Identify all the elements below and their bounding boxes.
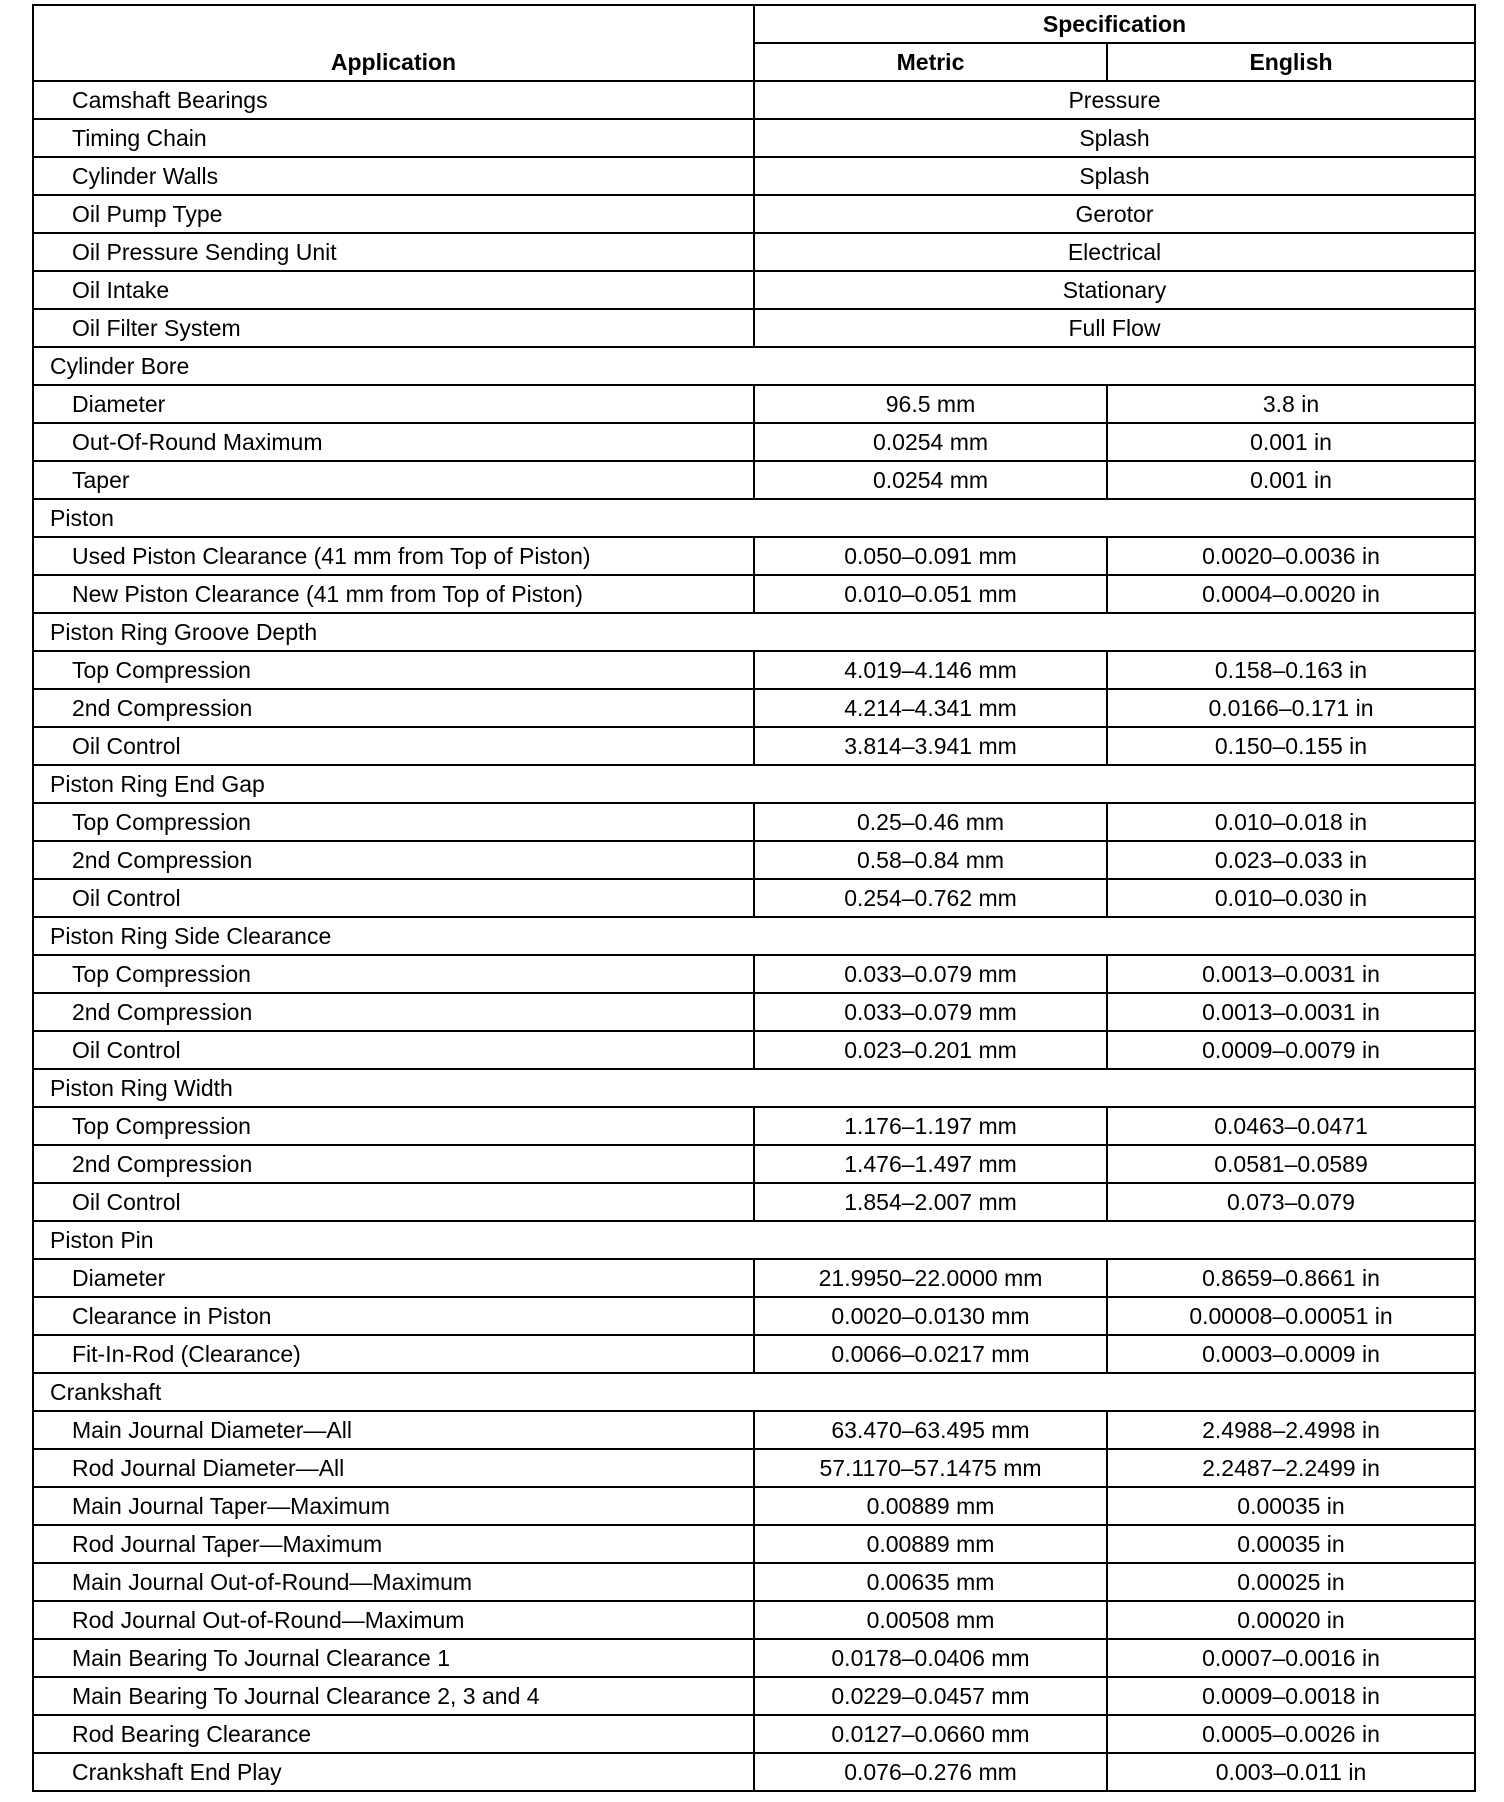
metric-cell: 1.176–1.197 mm — [754, 1107, 1107, 1145]
engine-specification-table — [32, 4, 1476, 1792]
application-cell: Oil Pressure Sending Unit — [33, 233, 754, 271]
section-heading: Piston Ring Width — [33, 1069, 1475, 1107]
metric-cell: 4.214–4.341 mm — [754, 689, 1107, 727]
metric-cell: 0.076–0.276 mm — [754, 1753, 1107, 1791]
table-row — [33, 879, 1475, 917]
application-cell: Rod Bearing Clearance — [33, 1715, 754, 1753]
application-cell: Rod Journal Out-of-Round—Maximum — [33, 1601, 754, 1639]
metric-cell: 0.00508 mm — [754, 1601, 1107, 1639]
application-cell: 2nd Compression — [33, 993, 754, 1031]
section-heading: Crankshaft — [33, 1373, 1475, 1411]
specification-cell: Splash — [754, 157, 1475, 195]
metric-cell: 0.00889 mm — [754, 1525, 1107, 1563]
section-row — [33, 499, 1475, 537]
table-body — [33, 81, 1475, 1791]
table-row — [33, 1487, 1475, 1525]
table-row — [33, 1639, 1475, 1677]
metric-cell: 0.58–0.84 mm — [754, 841, 1107, 879]
metric-cell: 96.5 mm — [754, 385, 1107, 423]
metric-cell: 0.00635 mm — [754, 1563, 1107, 1601]
table-row — [33, 955, 1475, 993]
metric-cell: 63.470–63.495 mm — [754, 1411, 1107, 1449]
metric-cell: 0.25–0.46 mm — [754, 803, 1107, 841]
specification-cell: Pressure — [754, 81, 1475, 119]
metric-cell: 0.050–0.091 mm — [754, 537, 1107, 575]
metric-cell: 3.814–3.941 mm — [754, 727, 1107, 765]
table-row — [33, 119, 1475, 157]
english-cell: 0.150–0.155 in — [1107, 727, 1475, 765]
table-row — [33, 1335, 1475, 1373]
table-row — [33, 651, 1475, 689]
column-header-metric: Metric — [754, 43, 1107, 81]
table-row — [33, 233, 1475, 271]
metric-cell: 57.1170–57.1475 mm — [754, 1449, 1107, 1487]
application-cell: Diameter — [33, 1259, 754, 1297]
metric-cell: 0.254–0.762 mm — [754, 879, 1107, 917]
english-cell: 0.00020 in — [1107, 1601, 1475, 1639]
table-header — [33, 5, 1475, 81]
english-cell: 0.158–0.163 in — [1107, 651, 1475, 689]
specification-cell: Full Flow — [754, 309, 1475, 347]
application-cell: Rod Journal Diameter—All — [33, 1449, 754, 1487]
table-row — [33, 157, 1475, 195]
english-cell: 0.00035 in — [1107, 1525, 1475, 1563]
application-cell: Top Compression — [33, 1107, 754, 1145]
metric-cell: 0.00889 mm — [754, 1487, 1107, 1525]
english-cell: 0.8659–0.8661 in — [1107, 1259, 1475, 1297]
section-heading: Piston Pin — [33, 1221, 1475, 1259]
english-cell: 0.0003–0.0009 in — [1107, 1335, 1475, 1373]
section-heading: Piston Ring Side Clearance — [33, 917, 1475, 955]
table-row — [33, 537, 1475, 575]
table-row — [33, 1715, 1475, 1753]
table-row — [33, 81, 1475, 119]
application-cell: Oil Control — [33, 1183, 754, 1221]
table-row — [33, 1563, 1475, 1601]
column-header-specification: Specification — [754, 5, 1475, 43]
specification-cell: Splash — [754, 119, 1475, 157]
table-row — [33, 727, 1475, 765]
table-row — [33, 1183, 1475, 1221]
application-cell: Fit-In-Rod (Clearance) — [33, 1335, 754, 1373]
table-row — [33, 423, 1475, 461]
english-cell: 0.010–0.018 in — [1107, 803, 1475, 841]
application-cell: Out-Of-Round Maximum — [33, 423, 754, 461]
application-cell: Main Bearing To Journal Clearance 2, 3 and 4 — [33, 1677, 754, 1715]
table-row — [33, 841, 1475, 879]
application-cell: Oil Filter System — [33, 309, 754, 347]
english-cell: 0.0009–0.0079 in — [1107, 1031, 1475, 1069]
table-row — [33, 1259, 1475, 1297]
specification-cell: Stationary — [754, 271, 1475, 309]
application-cell: Taper — [33, 461, 754, 499]
application-cell: Rod Journal Taper—Maximum — [33, 1525, 754, 1563]
table-row — [33, 1411, 1475, 1449]
table-row — [33, 1031, 1475, 1069]
application-cell: Top Compression — [33, 651, 754, 689]
table-row — [33, 1449, 1475, 1487]
table-row — [33, 1677, 1475, 1715]
metric-cell: 0.010–0.051 mm — [754, 575, 1107, 613]
english-cell: 0.00025 in — [1107, 1563, 1475, 1601]
english-cell: 0.0009–0.0018 in — [1107, 1677, 1475, 1715]
english-cell: 0.0004–0.0020 in — [1107, 575, 1475, 613]
english-cell: 0.0581–0.0589 — [1107, 1145, 1475, 1183]
table-row — [33, 1601, 1475, 1639]
table-row — [33, 309, 1475, 347]
application-cell: Oil Control — [33, 879, 754, 917]
metric-cell: 0.0066–0.0217 mm — [754, 1335, 1107, 1373]
table-row — [33, 993, 1475, 1031]
table-row — [33, 385, 1475, 423]
table-row — [33, 1753, 1475, 1791]
section-row — [33, 1373, 1475, 1411]
metric-cell: 0.0127–0.0660 mm — [754, 1715, 1107, 1753]
table-row — [33, 1297, 1475, 1335]
section-row — [33, 347, 1475, 385]
section-heading: Piston Ring Groove Depth — [33, 613, 1475, 651]
metric-cell: 0.0254 mm — [754, 423, 1107, 461]
application-cell: Camshaft Bearings — [33, 81, 754, 119]
english-cell: 3.8 in — [1107, 385, 1475, 423]
table-row — [33, 1145, 1475, 1183]
application-cell: Used Piston Clearance (41 mm from Top of Piston) — [33, 537, 754, 575]
english-cell: 0.0013–0.0031 in — [1107, 993, 1475, 1031]
english-cell: 0.073–0.079 — [1107, 1183, 1475, 1221]
english-cell: 0.0013–0.0031 in — [1107, 955, 1475, 993]
application-cell: Main Bearing To Journal Clearance 1 — [33, 1639, 754, 1677]
application-cell: Oil Control — [33, 1031, 754, 1069]
specification-cell: Gerotor — [754, 195, 1475, 233]
application-cell: Oil Intake — [33, 271, 754, 309]
section-heading: Piston — [33, 499, 1475, 537]
table-row — [33, 195, 1475, 233]
section-heading: Piston Ring End Gap — [33, 765, 1475, 803]
application-cell: Main Journal Taper—Maximum — [33, 1487, 754, 1525]
english-cell: 0.00008–0.00051 in — [1107, 1297, 1475, 1335]
metric-cell: 1.854–2.007 mm — [754, 1183, 1107, 1221]
english-cell: 0.003–0.011 in — [1107, 1753, 1475, 1791]
metric-cell: 0.023–0.201 mm — [754, 1031, 1107, 1069]
english-cell: 0.0166–0.171 in — [1107, 689, 1475, 727]
english-cell: 0.023–0.033 in — [1107, 841, 1475, 879]
english-cell: 0.001 in — [1107, 461, 1475, 499]
application-cell: 2nd Compression — [33, 841, 754, 879]
section-row — [33, 613, 1475, 651]
specification-cell: Electrical — [754, 233, 1475, 271]
metric-cell: 1.476–1.497 mm — [754, 1145, 1107, 1183]
english-cell: 0.0020–0.0036 in — [1107, 537, 1475, 575]
english-cell: 0.0005–0.0026 in — [1107, 1715, 1475, 1753]
metric-cell: 0.033–0.079 mm — [754, 955, 1107, 993]
application-cell: New Piston Clearance (41 mm from Top of Piston) — [33, 575, 754, 613]
metric-cell: 0.0254 mm — [754, 461, 1107, 499]
table-row — [33, 1525, 1475, 1563]
application-cell: Main Journal Out-of-Round—Maximum — [33, 1563, 754, 1601]
application-cell: Timing Chain — [33, 119, 754, 157]
application-cell: Oil Control — [33, 727, 754, 765]
english-cell: 0.00035 in — [1107, 1487, 1475, 1525]
application-cell: Cylinder Walls — [33, 157, 754, 195]
section-row — [33, 917, 1475, 955]
application-cell: Main Journal Diameter—All — [33, 1411, 754, 1449]
application-cell: 2nd Compression — [33, 1145, 754, 1183]
metric-cell: 0.0178–0.0406 mm — [754, 1639, 1107, 1677]
table-row — [33, 461, 1475, 499]
section-row — [33, 765, 1475, 803]
metric-cell: 4.019–4.146 mm — [754, 651, 1107, 689]
metric-cell: 0.033–0.079 mm — [754, 993, 1107, 1031]
metric-cell: 0.0020–0.0130 mm — [754, 1297, 1107, 1335]
metric-cell: 21.9950–22.0000 mm — [754, 1259, 1107, 1297]
table-row — [33, 271, 1475, 309]
application-cell: Top Compression — [33, 803, 754, 841]
column-header-application: Application — [33, 5, 754, 81]
english-cell: 2.4988–2.4998 in — [1107, 1411, 1475, 1449]
metric-cell: 0.0229–0.0457 mm — [754, 1677, 1107, 1715]
table-row — [33, 1107, 1475, 1145]
application-cell: Clearance in Piston — [33, 1297, 754, 1335]
table-row — [33, 689, 1475, 727]
section-row — [33, 1069, 1475, 1107]
application-cell: 2nd Compression — [33, 689, 754, 727]
application-cell: Diameter — [33, 385, 754, 423]
english-cell: 0.001 in — [1107, 423, 1475, 461]
table-row — [33, 575, 1475, 613]
application-cell: Crankshaft End Play — [33, 1753, 754, 1791]
application-cell: Oil Pump Type — [33, 195, 754, 233]
table-row — [33, 803, 1475, 841]
english-cell: 2.2487–2.2499 in — [1107, 1449, 1475, 1487]
section-row — [33, 1221, 1475, 1259]
english-cell: 0.0007–0.0016 in — [1107, 1639, 1475, 1677]
section-heading: Cylinder Bore — [33, 347, 1475, 385]
english-cell: 0.0463–0.0471 — [1107, 1107, 1475, 1145]
english-cell: 0.010–0.030 in — [1107, 879, 1475, 917]
column-header-english: English — [1107, 43, 1475, 81]
application-cell: Top Compression — [33, 955, 754, 993]
